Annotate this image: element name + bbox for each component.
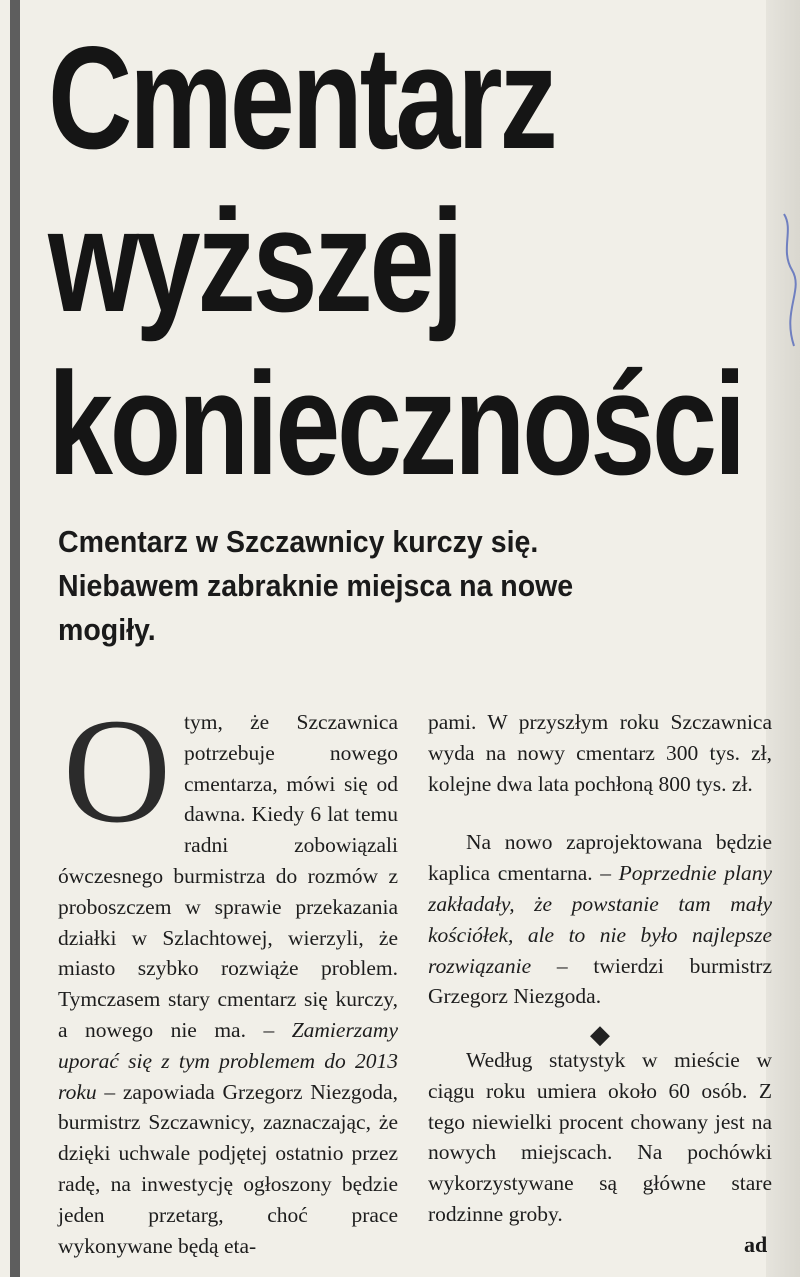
headline: [48, 16, 744, 505]
article-column-left: [58, 688, 398, 1261]
body-paragraph: Według statystyk w mieście w ciągu roku umiera około 60 osób. Z tego niewielki procent chowany jest na nowych miejscach. Na pochówki wykorzystywane są główne stare rodzinne groby.: [428, 1048, 772, 1226]
body-text: – twierdzi burmistrz Grzegorz Niezgoda.: [428, 953, 772, 1009]
author-signature: ad: [744, 1232, 768, 1257]
body-paragraph: [428, 827, 772, 1012]
article-column-right-bottom: [428, 1045, 772, 1230]
lead-line: Cmentarz w Szczawnicy kurczy się.: [58, 524, 539, 559]
headline-line: Cmentarz: [48, 16, 555, 179]
quote-text: Zamierzamy uporać się z tym problemem do 2013 roku: [58, 1017, 398, 1104]
body-text: Na nowo zaprojektowana będzie kaplica cmentarna. –: [428, 830, 772, 886]
lead-line: Niebawem zabraknie miejsca na nowe: [58, 568, 574, 603]
scan-edge: [10, 0, 20, 1277]
quote-text: Poprzednie plany zakładały, że powstanie tam mały kościółek, ale to nie było najlepsze rozwiązanie: [428, 861, 772, 978]
diamond-separator-icon: ◆: [590, 1020, 610, 1049]
lead-paragraph: [58, 520, 702, 652]
pen-mark-icon: [776, 210, 800, 350]
body-text: tym, że Szczawnica potrzebuje nowego cmentarza, mówi się od dawna. Kiedy 6 lat temu radni zobowiązali ówczesnego burmistrza do rozmów z proboszczem w sprawie przekazania działki w Szlachtowej, wierzyli, że miasto szybko rozwiąże problem. Tymczasem stary cmentarz się kurczy, a nowego nie ma. –: [58, 710, 398, 1042]
drop-cap: O: [62, 688, 172, 854]
body-paragraph: pami. W przyszłym roku Szczawnica wyda na nowy cmentarz 300 tys. zł, kolejne dwa lata pochłoną 800 tys. zł.: [428, 710, 772, 796]
headline-line: konieczności: [48, 342, 744, 505]
headline-line: wyższej: [48, 179, 461, 342]
body-text: – zapowiada Grzegorz Niezgoda, burmistrz Szczawnicy, zaznaczając, że dzięki uchwale podjętej ostatnio przez radę, na inwestycję ogłoszony będzie jeden przetarg, choć prace wykonywane będą eta-: [58, 1079, 398, 1258]
lead-line: mogiły.: [58, 612, 156, 647]
article-column-right: [428, 707, 772, 1012]
